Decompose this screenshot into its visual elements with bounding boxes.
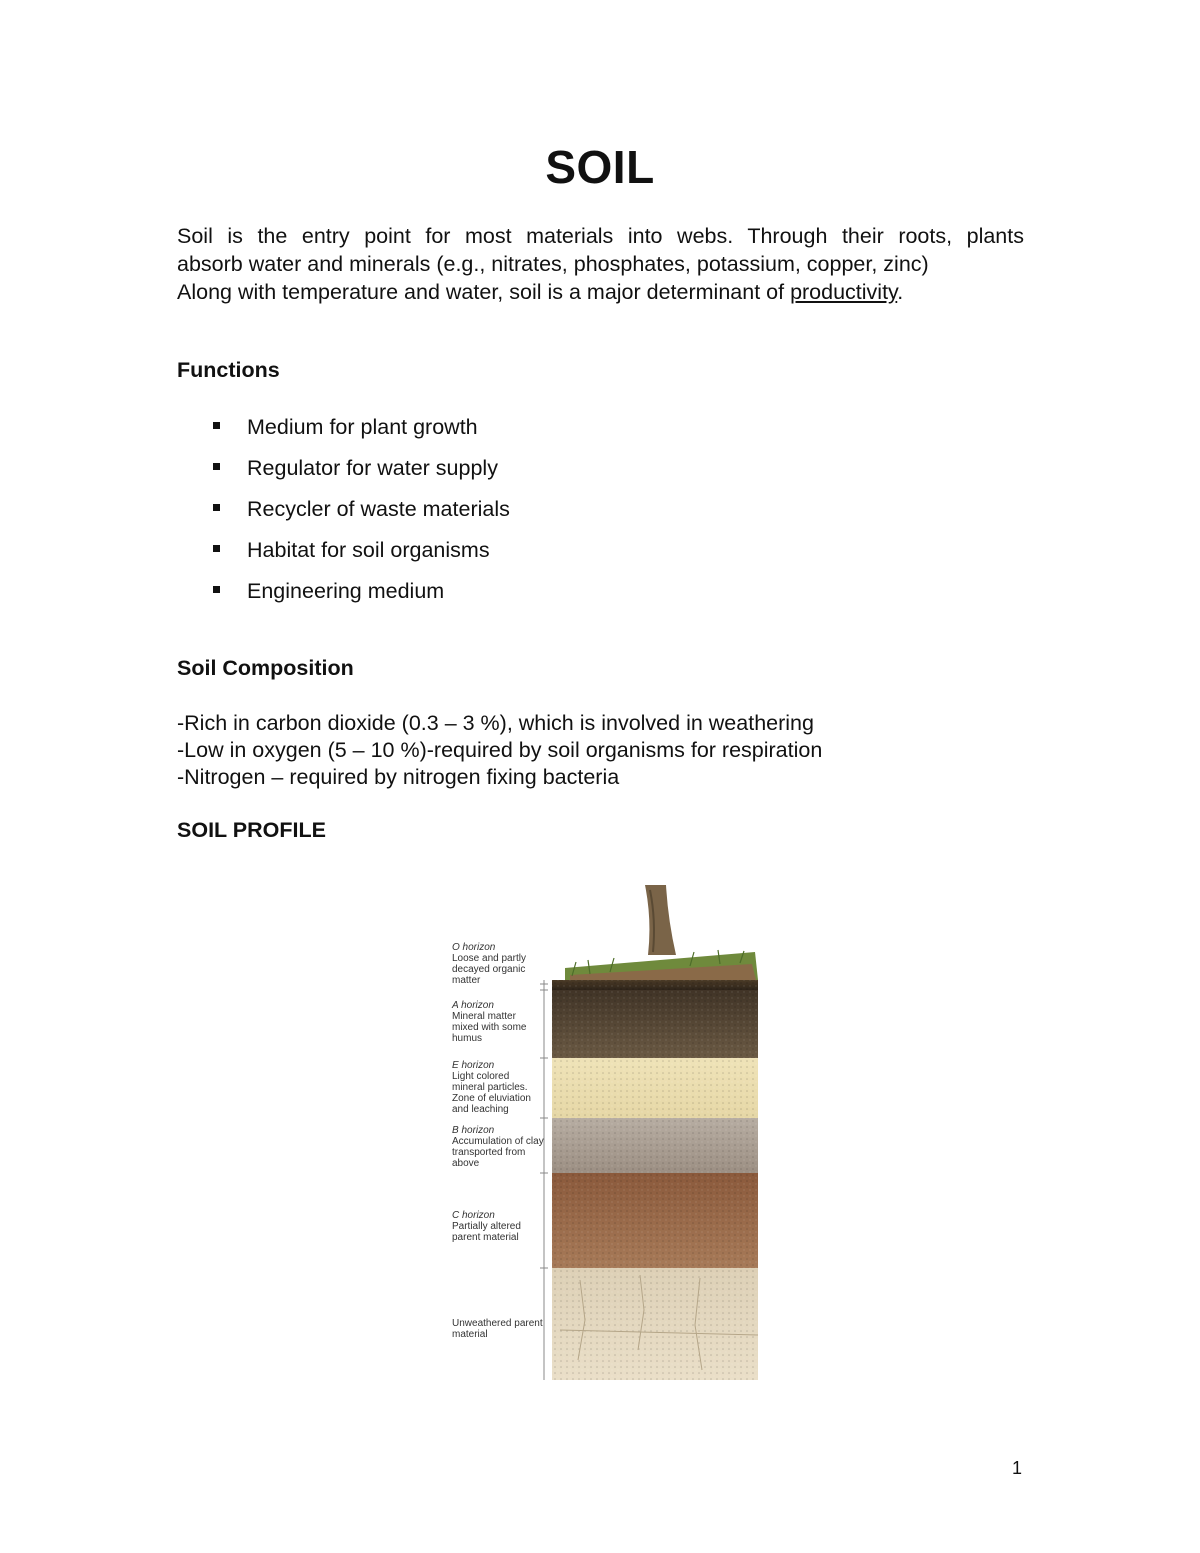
list-item-text: Regulator for water supply bbox=[247, 456, 498, 480]
horizon-description: Partially altered parent material bbox=[452, 1221, 521, 1243]
horizon-name: A horizon bbox=[452, 1000, 494, 1011]
bullet-square-icon bbox=[213, 422, 220, 429]
productivity-term: productivity bbox=[790, 280, 898, 304]
intro-line-3 bbox=[177, 278, 1024, 306]
horizon-description: Accumulation of clay transported from above bbox=[452, 1136, 544, 1169]
page-number: 1 bbox=[1012, 1458, 1023, 1478]
a-horizon-label bbox=[452, 1000, 544, 1044]
intro-line-3-suffix: . bbox=[897, 280, 904, 304]
intro-line-2: absorb water and minerals (e.g., nitrates, phosphates, potassium, copper, zinc) bbox=[177, 252, 929, 276]
intro-paragraph bbox=[177, 222, 1024, 306]
parent-material-label bbox=[452, 1318, 544, 1340]
list-item-text: Habitat for soil organisms bbox=[247, 538, 490, 562]
bullet-square-icon bbox=[213, 545, 220, 552]
horizon-name: O horizon bbox=[452, 942, 496, 953]
page-title: SOIL bbox=[545, 141, 655, 193]
b-horizon-label bbox=[452, 1125, 544, 1169]
c-horizon-label bbox=[452, 1210, 544, 1243]
composition-line: -Nitrogen – required by nitrogen fixing bacteria bbox=[177, 765, 620, 789]
intro-line-3-prefix: Along with temperature and water, soil is a major determinant of bbox=[177, 280, 791, 304]
horizon-name: B horizon bbox=[452, 1125, 495, 1136]
e-horizon-label bbox=[452, 1060, 544, 1115]
list-item-text: Engineering medium bbox=[247, 579, 445, 603]
horizon-description: Light colored mineral particles. Zone of eluviation and leaching bbox=[452, 1071, 531, 1115]
list-item-text: Medium for plant growth bbox=[247, 415, 478, 439]
horizon-name: E horizon bbox=[452, 1060, 495, 1071]
soil-profile-figure bbox=[440, 880, 770, 1390]
list-item-text: Recycler of waste materials bbox=[247, 497, 510, 521]
horizon-description: Mineral matter mixed with some humus bbox=[452, 1011, 527, 1044]
composition-heading: Soil Composition bbox=[177, 656, 354, 680]
o-horizon-label bbox=[452, 942, 544, 986]
horizon-name: C horizon bbox=[452, 1210, 495, 1221]
composition-line: -Low in oxygen (5 – 10 %)-required by soil organisms for respiration bbox=[177, 738, 823, 762]
intro-line-1: Soil is the entry point for most materials into webs. Through their roots, plants bbox=[177, 224, 1024, 248]
horizon-description: Loose and partly decayed organic matter bbox=[452, 953, 526, 986]
functions-heading: Functions bbox=[177, 358, 280, 382]
composition-line: -Rich in carbon dioxide (0.3 – 3 %), which is involved in weathering bbox=[177, 711, 814, 735]
soil-profile-heading: SOIL PROFILE bbox=[177, 818, 326, 842]
bullet-square-icon bbox=[213, 586, 220, 593]
bullet-square-icon bbox=[213, 504, 220, 511]
composition-list bbox=[177, 710, 822, 791]
bullet-square-icon bbox=[213, 463, 220, 470]
horizon-description: Unweathered parent material bbox=[452, 1318, 543, 1340]
